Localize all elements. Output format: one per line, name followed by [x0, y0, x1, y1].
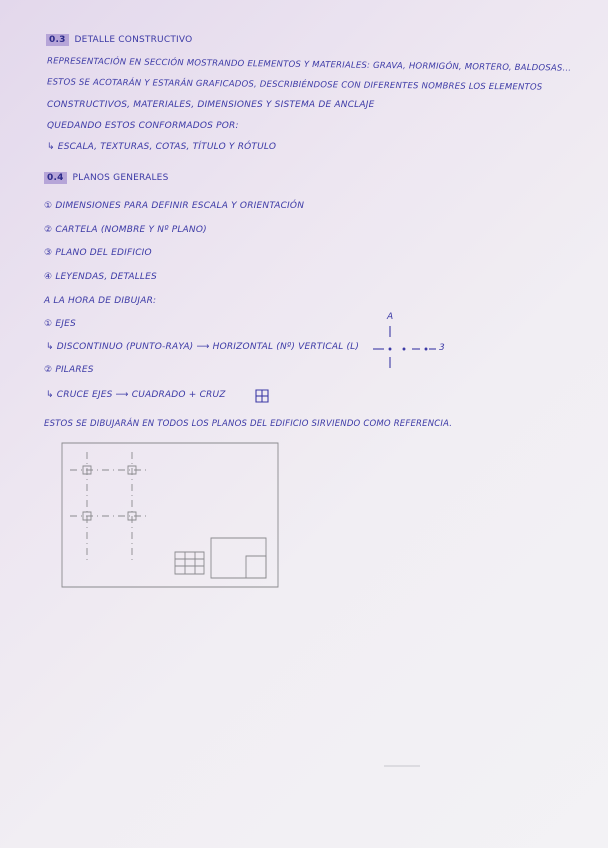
section-03-line-1: REPRESENTACIÓN EN SECCIÓN MOSTRANDO ELEMENTOS Y MATERIALES: GRAVA, HORMIGÓN, MORTERO, BALDOSAS... — [46, 56, 572, 74]
axis-label-3: 3 — [439, 343, 445, 353]
section-04-item-3: ③ PLANO DEL EDIFICIO — [44, 248, 152, 258]
section-04-item-4: ④ LEYENDAS, DETALLES — [44, 272, 157, 282]
section-03-line-4: QUEDANDO ESTOS CONFORMADOS POR: — [47, 121, 239, 131]
section-04-item-2: ② CARTELA (NOMBRE Y Nº PLANO) — [44, 225, 207, 235]
ejes-label: ① EJES — [44, 319, 76, 329]
section-03-line-2: ESTOS SE ACOTARÁN Y ESTARÁN GRAFICADOS, DESCRIBIÉNDOSE CON DIFERENTES NOMBRES LOS ELEMENTOS — [46, 77, 543, 93]
section-04-number: 0.4 — [44, 172, 67, 184]
axis-label-a: A — [387, 312, 394, 322]
section-03-line-3: CONSTRUCTIVOS, MATERIALES, DIMENSIONES Y SISTEMA DE ANCLAJE — [47, 100, 375, 110]
section-03-number: 0.3 — [46, 34, 69, 46]
axis-symbol-icon — [373, 326, 436, 368]
plan-sheet-sketch — [62, 443, 278, 587]
section-04-item-1: ① DIMENSIONES PARA DEFINIR ESCALA Y ORIENTACIÓN — [44, 201, 305, 211]
section-03-line-5: ↳ ESCALA, TEXTURAS, COTAS, TÍTULO Y RÓTULO — [47, 142, 277, 152]
pilares-label: ② PILARES — [44, 365, 94, 375]
closing-line: ESTOS SE DIBUJARÁN EN TODOS LOS PLANOS DEL EDIFICIO SIRVIENDO COMO REFERENCIA. — [44, 419, 453, 429]
section-03-title: DETALLE CONSTRUCTIVO — [74, 35, 193, 45]
section-04-title: PLANOS GENERALES — [72, 173, 169, 183]
pillar-square-cross-icon — [256, 390, 268, 402]
draw-intro: A LA HORA DE DIBUJAR: — [44, 296, 157, 306]
ejes-detail: ↳ DISCONTINUO (PUNTO-RAYA) ⟶ HORIZONTAL (Nº) VERTICAL (L) — [46, 342, 360, 352]
pilares-detail: ↳ CRUCE EJES ⟶ CUADRADO + CRUZ — [46, 390, 226, 400]
